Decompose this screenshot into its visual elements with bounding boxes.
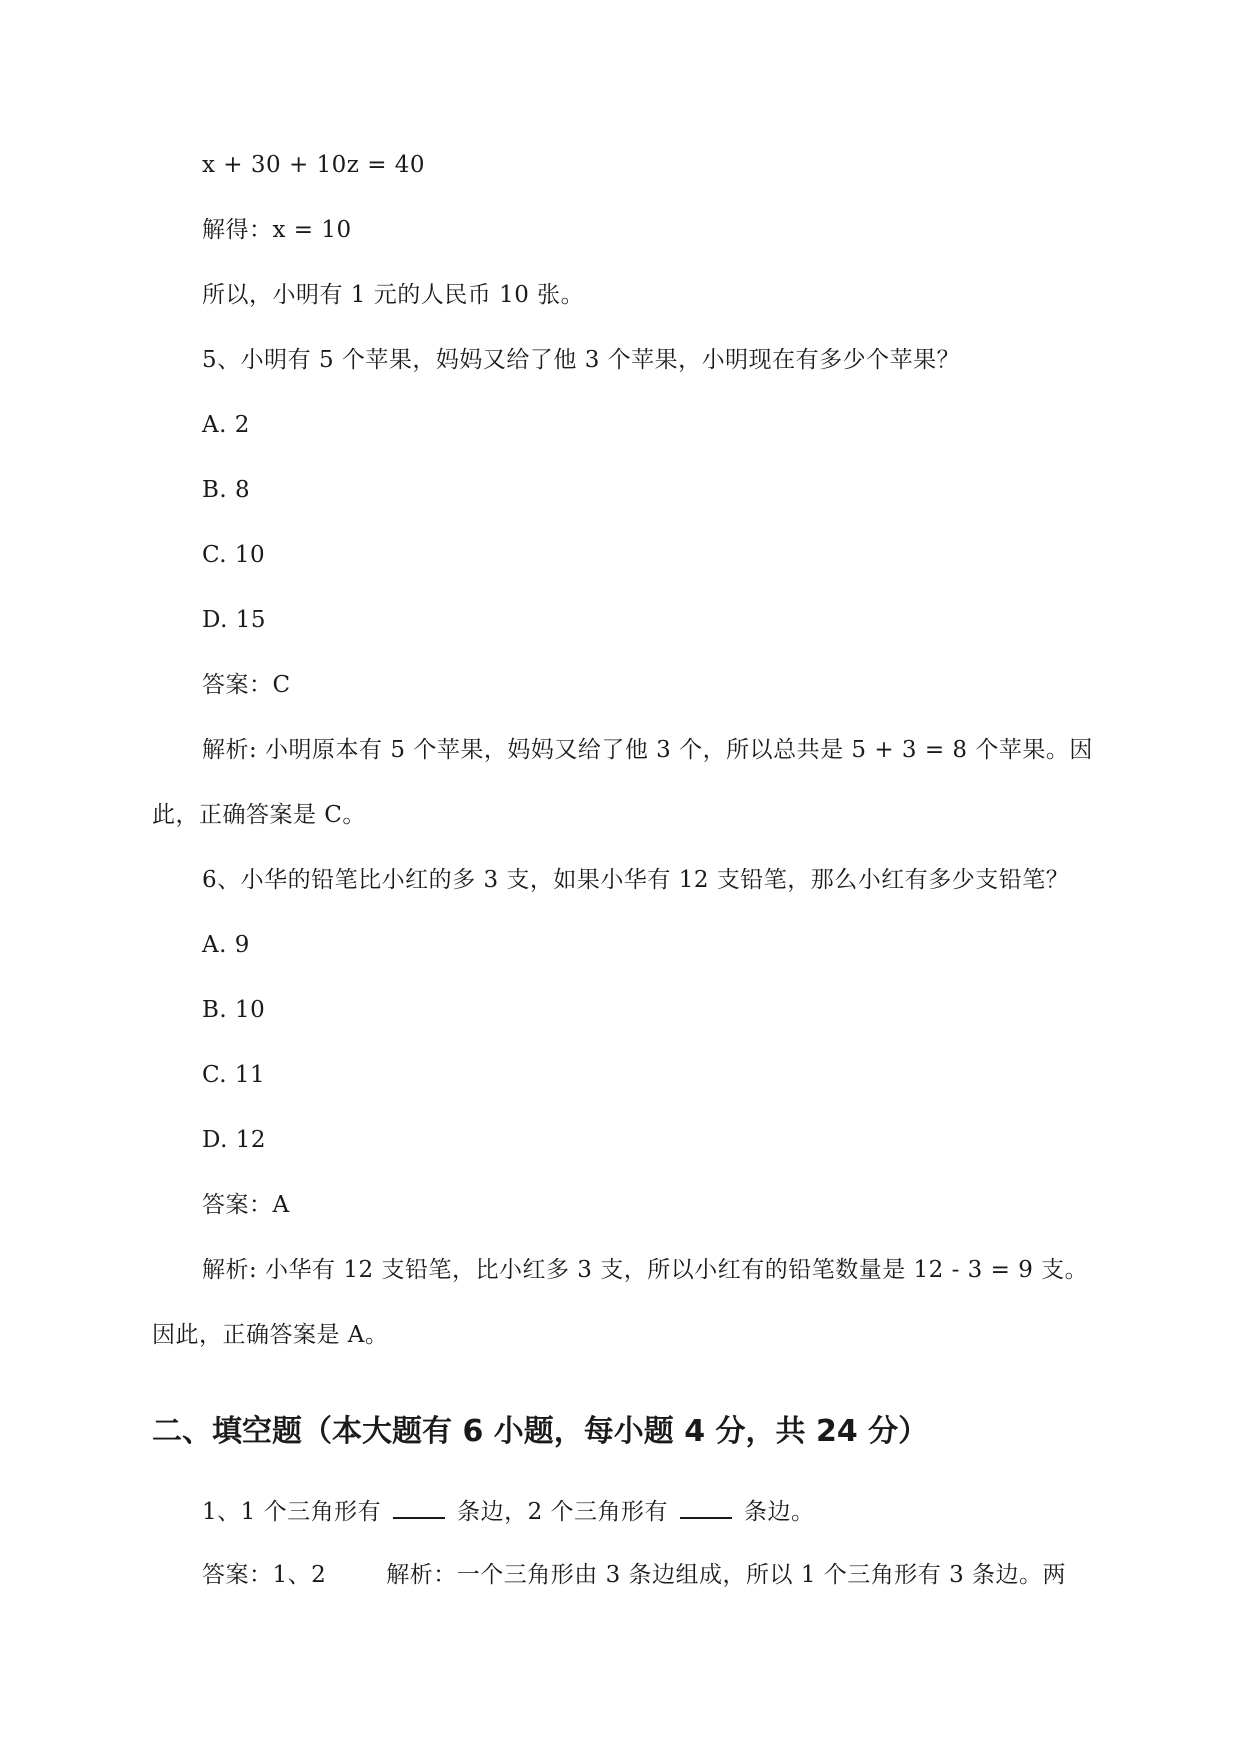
fill-q1-blank-2[interactable] — [680, 1495, 732, 1519]
q6-option-d: D. 12 — [202, 1127, 267, 1153]
question-6: 6、小华的铅笔比小红的多 3 支，如果小华有 12 支铅笔，那么小红有多少支铅笔？ — [202, 867, 1070, 893]
fill-q1-blank-1[interactable] — [393, 1495, 445, 1519]
q6-answer: 答案：A — [202, 1192, 290, 1218]
fill-q1-explanation: 解析：一个三角形由 3 条边组成，所以 1 个三角形有 3 条边。两 — [386, 1562, 1067, 1588]
fill-q1-text-3: 条边。 — [744, 1499, 815, 1525]
solution-line: 解得：x = 10 — [202, 217, 352, 243]
q6-option-c: C. 11 — [202, 1062, 266, 1088]
equation-line: x + 30 + 10z = 40 — [202, 152, 426, 178]
q6-option-b: B. 10 — [202, 997, 266, 1023]
section-2-heading: 二、填空题（本大题有 6 小题，每小题 4 分，共 24 分） — [152, 1414, 929, 1449]
q5-option-a: A. 2 — [202, 412, 250, 438]
q5-explanation-line-2: 此，正确答案是 C。 — [152, 802, 366, 828]
fill-q1-text-1: 1、1 个三角形有 — [202, 1499, 382, 1525]
fill-q1-answer-line — [202, 1560, 1066, 1590]
q5-option-c: C. 10 — [202, 542, 266, 568]
conclusion-line: 所以，小明有 1 元的人民币 10 张。 — [202, 282, 585, 308]
q6-option-a: A. 9 — [202, 932, 250, 958]
q5-explanation-line-1: 解析: 小明原本有 5 个苹果，妈妈又给了他 3 个，所以总共是 5 + 3 = 8 个苹果。因 — [202, 737, 1093, 763]
q5-option-b: B. 8 — [202, 477, 251, 503]
fill-question-1 — [202, 1495, 815, 1527]
q5-option-d: D. 15 — [202, 607, 267, 633]
q6-explanation-line-2: 因此，正确答案是 A。 — [152, 1322, 389, 1348]
fill-q1-answer: 答案：1、2 — [202, 1562, 327, 1588]
fill-q1-text-2: 条边，2 个三角形有 — [457, 1499, 669, 1525]
question-5: 5、小明有 5 个苹果，妈妈又给了他 3 个苹果，小明现在有多少个苹果？ — [202, 347, 961, 373]
q5-answer: 答案：C — [202, 672, 291, 698]
q6-explanation-line-1: 解析: 小华有 12 支铅笔，比小红多 3 支，所以小红有的铅笔数量是 12 - 3 = 9 支。 — [202, 1257, 1089, 1283]
